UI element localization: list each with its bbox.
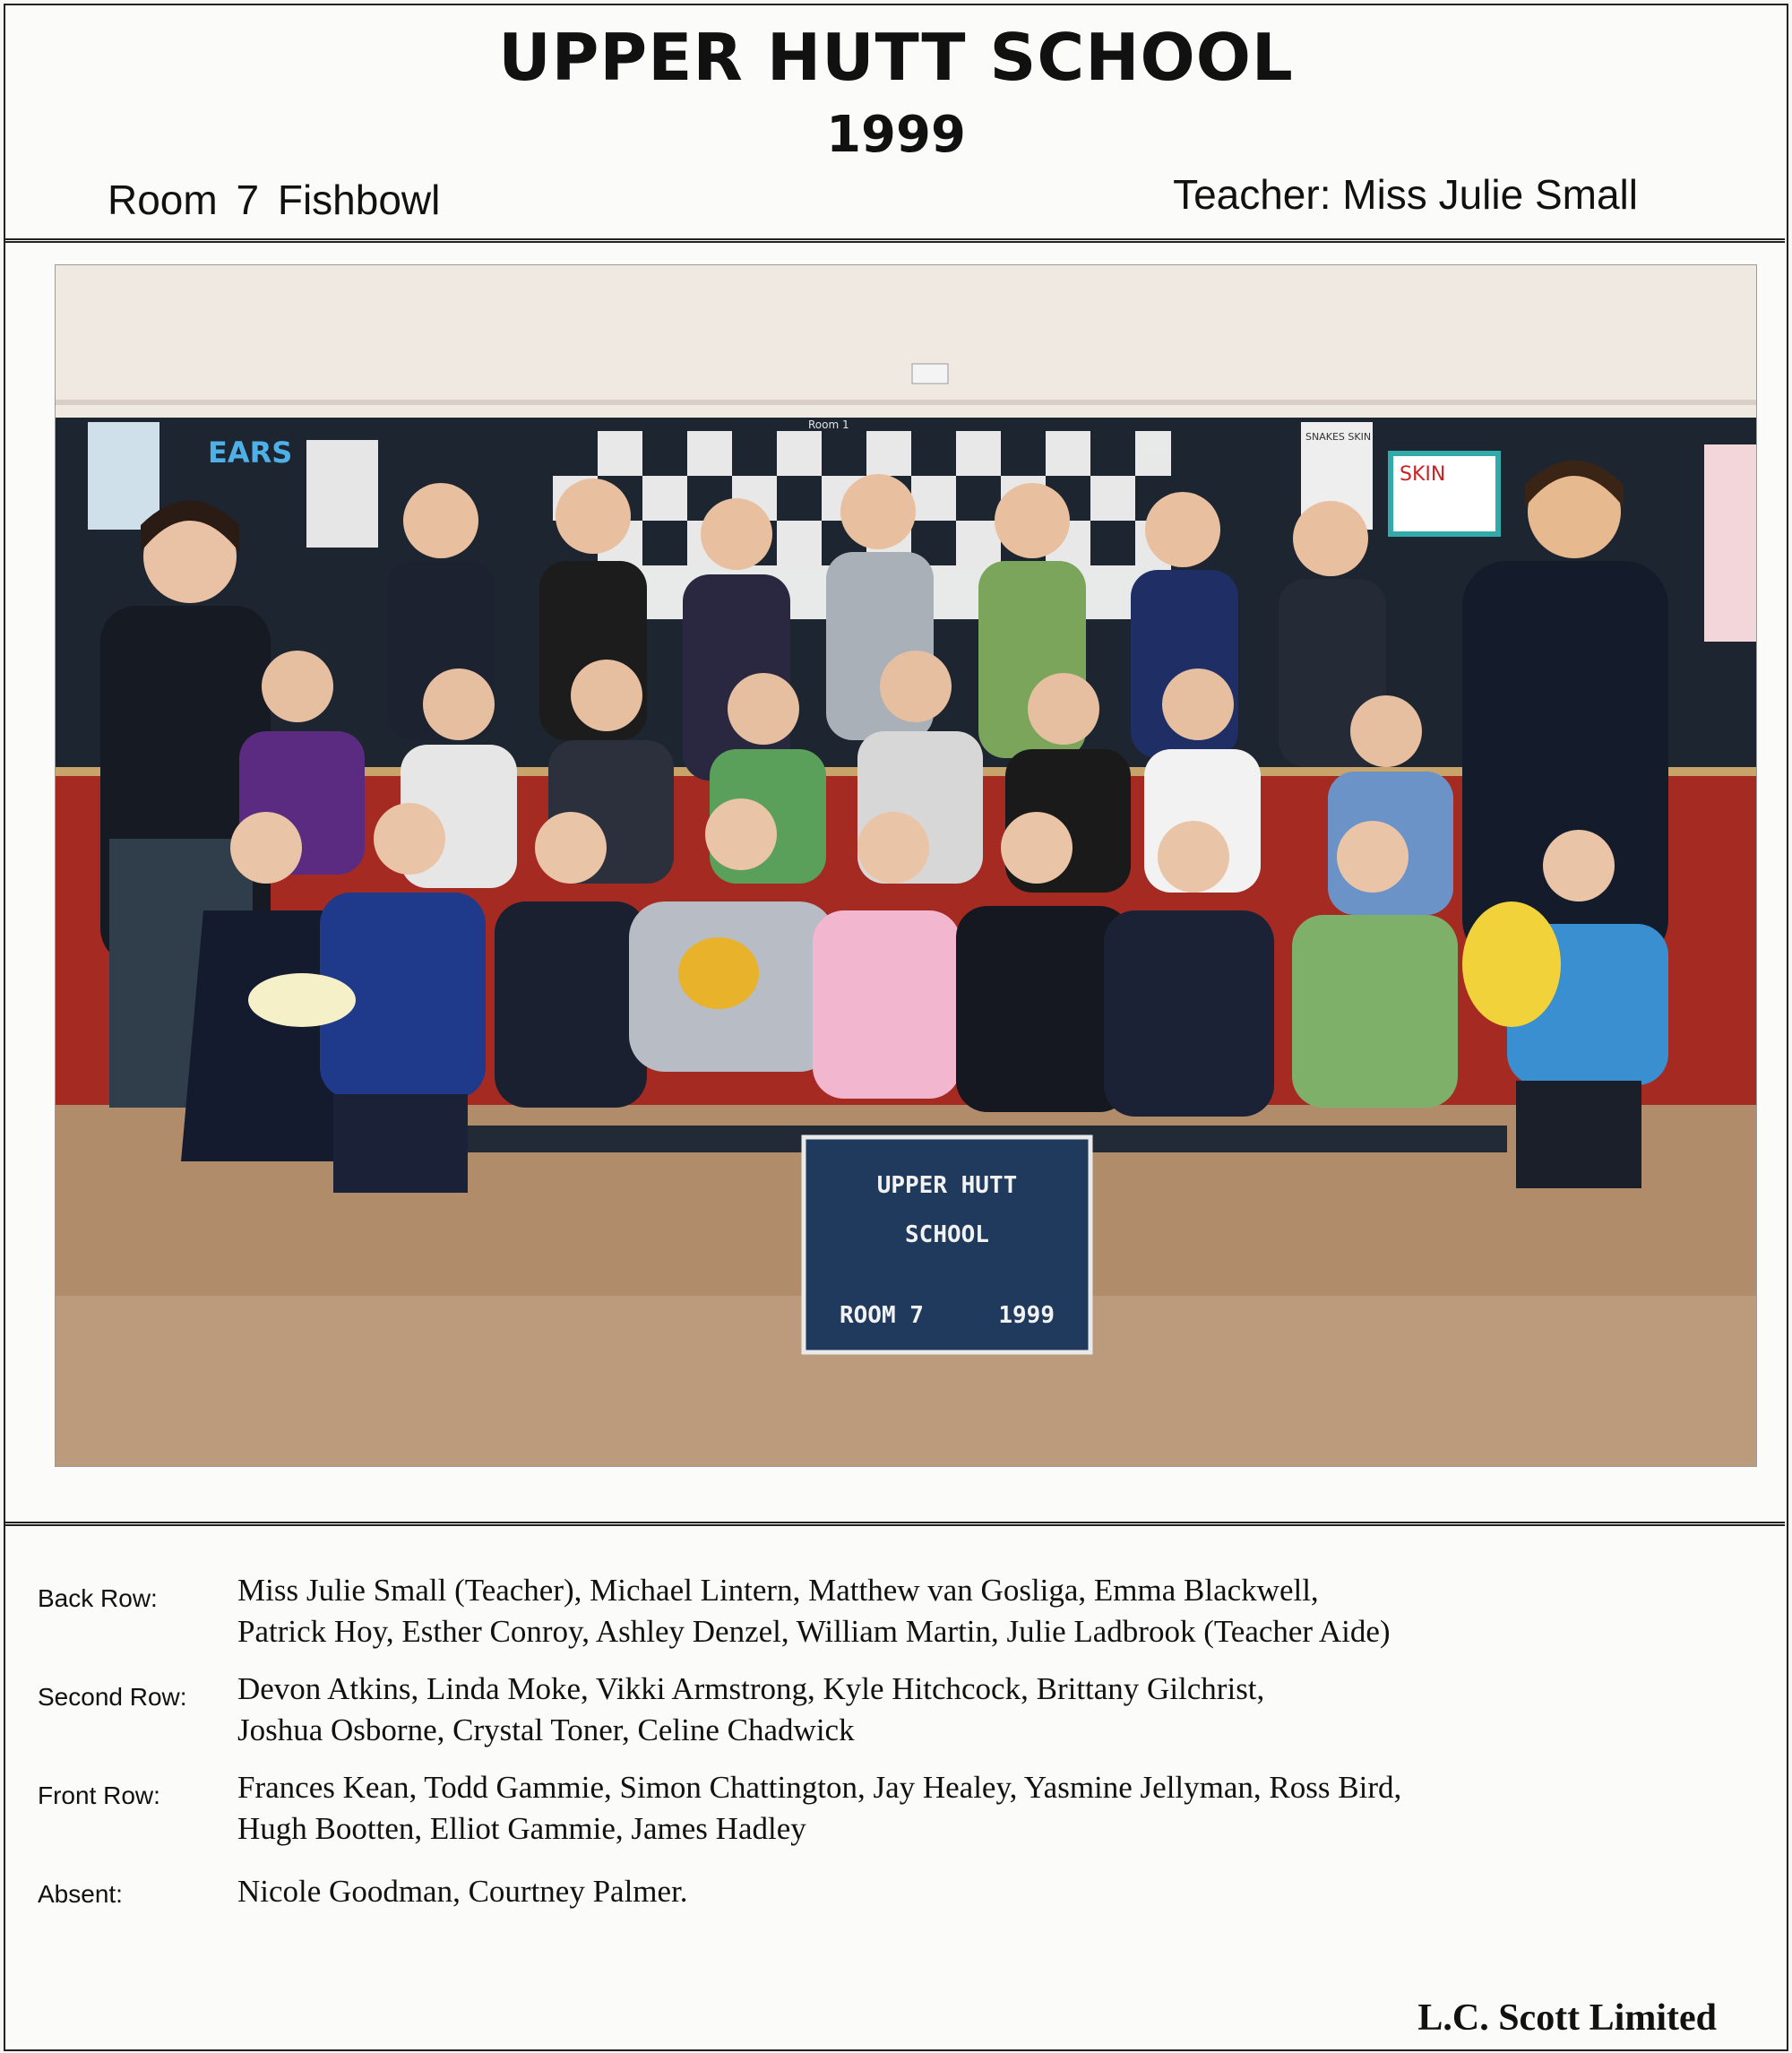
- photographer-credit: L.C. Scott Limited: [1417, 1997, 1717, 2039]
- year-title: 1999: [826, 106, 966, 164]
- room-label: Room 7 Fishbowl: [108, 177, 441, 223]
- ears-poster-text: EARS: [208, 436, 293, 470]
- class-photo: [56, 265, 1756, 1466]
- sign-line1: UPPER HUTT: [876, 1172, 1018, 1199]
- second-row-line1: Devon Atkins, Linda Moke, Vikki Armstrong, Kyle Hitchcock, Brittany Gilchrist,: [237, 1671, 1265, 1706]
- snakes-poster-text: SNAKES SKIN: [1305, 431, 1372, 443]
- absent-names: [237, 1871, 1635, 1912]
- back-row-line2: Patrick Hoy, Esther Conroy, Ashley Denzel, William Martin, Julie Ladbrook (Teacher Aide): [237, 1614, 1391, 1649]
- front-row-line1: Frances Kean, Todd Gammie, Simon Chattington, Jay Healey, Yasmine Jellyman, Ross Bird,: [237, 1770, 1402, 1805]
- sign-room: ROOM 7: [840, 1302, 924, 1329]
- back-row-label: Back Row:: [38, 1584, 158, 1612]
- second-row-names: [237, 1669, 1635, 1751]
- teacher-label: Teacher: Miss Julie Small: [1173, 171, 1638, 218]
- absent-label: Absent:: [38, 1880, 123, 1908]
- skin-poster-text: SKIN: [1400, 463, 1446, 486]
- back-row-names: [237, 1570, 1635, 1652]
- front-row-names: [237, 1767, 1635, 1850]
- second-row-label: Second Row:: [38, 1683, 187, 1711]
- room-board-text: Room 1: [808, 418, 849, 431]
- front-row-line2: Hugh Bootten, Elliot Gammie, James Hadley: [237, 1811, 806, 1846]
- back-row-line1: Miss Julie Small (Teacher), Michael Lintern, Matthew van Gosliga, Emma Blackwell,: [237, 1573, 1319, 1608]
- photo-illustration: [56, 265, 1756, 1466]
- room-sign: [804, 1137, 1090, 1352]
- sign-year: 1999: [998, 1302, 1055, 1329]
- school-title: UPPER HUTT SCHOOL: [498, 20, 1294, 95]
- sign-line2: SCHOOL: [905, 1221, 989, 1248]
- second-row-line2: Joshua Osborne, Crystal Toner, Celine Chadwick: [237, 1712, 855, 1747]
- front-row-label: Front Row:: [38, 1781, 160, 1809]
- absent-line1: Nicole Goodman, Courtney Palmer.: [237, 1874, 688, 1909]
